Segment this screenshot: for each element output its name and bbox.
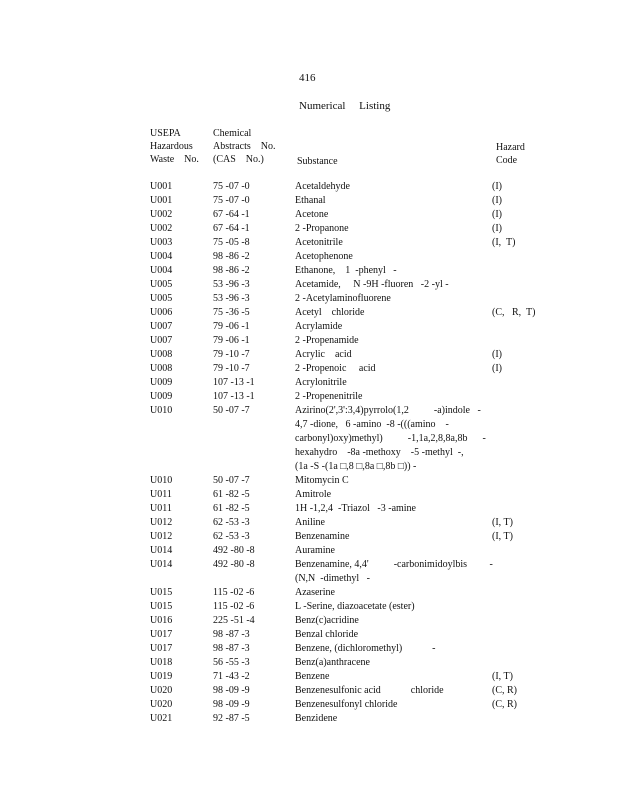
cas-number-cell: 98 -09 -9 — [213, 699, 250, 710]
cas-number-cell: 107 -13 -1 — [213, 391, 255, 402]
hazard-code-cell: (I, T) — [492, 237, 516, 248]
waste-number-cell: U012 — [150, 517, 173, 528]
table-row — [0, 712, 618, 726]
cas-number-cell: 61 -82 -5 — [213, 489, 250, 500]
hazard-code-cell: (C, R) — [492, 699, 517, 710]
substance-cell: Acetyl chloride — [295, 307, 365, 318]
table-row — [0, 614, 618, 628]
table-row — [0, 684, 618, 698]
waste-number-cell: U011 — [150, 503, 172, 514]
table-row — [0, 208, 618, 222]
waste-number-cell: U003 — [150, 237, 173, 248]
table-row — [0, 600, 618, 614]
page-title: Numerical Listing — [299, 100, 391, 112]
table-row — [0, 320, 618, 334]
table-row — [0, 488, 618, 502]
hazard-code-cell: (I) — [492, 209, 502, 220]
cas-number-cell: 98 -87 -3 — [213, 643, 250, 654]
cas-number-cell: 75 -36 -5 — [213, 307, 250, 318]
waste-number-cell: U020 — [150, 699, 173, 710]
substance-cell: Benzenamine, 4,4' -carbonimidoylbis - (N,N -dimethyl - — [295, 559, 493, 584]
substance-cell: 2 -Propenenitrile — [295, 391, 363, 402]
substance-cell: Acetophenone — [295, 251, 353, 262]
table-row — [0, 516, 618, 530]
cas-number-cell: 61 -82 -5 — [213, 503, 250, 514]
table-row — [0, 698, 618, 712]
hazard-code-cell: (C, R, T) — [492, 307, 536, 318]
waste-number-cell: U001 — [150, 181, 173, 192]
substance-cell: Acetonitrile — [295, 237, 343, 248]
cas-number-cell: 98 -86 -2 — [213, 251, 250, 262]
waste-number-cell: U005 — [150, 279, 173, 290]
substance-cell: 2 -Propenoic acid — [295, 363, 376, 374]
waste-number-cell: U004 — [150, 265, 173, 276]
waste-number-cell: U008 — [150, 349, 173, 360]
table-row — [0, 502, 618, 516]
waste-number-cell: U006 — [150, 307, 173, 318]
waste-number-cell: U011 — [150, 489, 172, 500]
substance-cell: L -Serine, diazoacetate (ester) — [295, 601, 415, 612]
cas-number-cell: 92 -87 -5 — [213, 713, 250, 724]
waste-number-cell: U019 — [150, 671, 173, 682]
table-row — [0, 642, 618, 656]
substance-cell: Ethanone, 1 -phenyl - — [295, 265, 397, 276]
table-row — [0, 670, 618, 684]
cas-number-cell: 56 -55 -3 — [213, 657, 250, 668]
substance-cell: Mitomycin C — [295, 475, 349, 486]
table-row — [0, 236, 618, 250]
cas-number-cell: 98 -86 -2 — [213, 265, 250, 276]
cas-number-cell: 115 -02 -6 — [213, 601, 255, 612]
cas-number-cell: 67 -64 -1 — [213, 223, 250, 234]
listing-table — [0, 180, 618, 726]
cas-number-cell: 75 -07 -0 — [213, 195, 250, 206]
table-row — [0, 376, 618, 390]
table-row — [0, 390, 618, 404]
waste-number-cell: U015 — [150, 601, 173, 612]
substance-cell: Amitrole — [295, 489, 332, 500]
substance-cell: Benzene — [295, 671, 330, 682]
substance-cell: Acrylic acid — [295, 349, 352, 360]
waste-number-cell: U010 — [150, 405, 173, 416]
waste-number-cell: U021 — [150, 713, 173, 724]
waste-number-cell: U004 — [150, 251, 173, 262]
table-row — [0, 222, 618, 236]
hazard-code-cell: (I, T) — [492, 531, 513, 542]
substance-cell: Ethanal — [295, 195, 326, 206]
table-row — [0, 558, 618, 586]
cas-number-cell: 79 -06 -1 — [213, 335, 250, 346]
cas-number-cell: 225 -51 -4 — [213, 615, 255, 626]
substance-cell: 2 -Propanone — [295, 223, 349, 234]
substance-cell: Benzenamine — [295, 531, 350, 542]
table-row — [0, 474, 618, 488]
header-hazard-code: Hazard Code — [496, 142, 525, 166]
cas-number-cell: 75 -07 -0 — [213, 181, 250, 192]
waste-number-cell: U001 — [150, 195, 173, 206]
substance-cell: Benz(c)acridine — [295, 615, 359, 626]
table-row — [0, 264, 618, 278]
hazard-code-cell: (I) — [492, 181, 502, 192]
waste-number-cell: U018 — [150, 657, 173, 668]
hazard-code-cell: (C, R) — [492, 685, 517, 696]
substance-cell: 2 -Propenamide — [295, 335, 359, 346]
cas-number-cell: 79 -06 -1 — [213, 321, 250, 332]
table-row — [0, 180, 618, 194]
cas-number-cell: 62 -53 -3 — [213, 531, 250, 542]
cas-number-cell: 62 -53 -3 — [213, 517, 250, 528]
substance-cell: Benzal chloride — [295, 629, 359, 640]
cas-number-cell: 75 -05 -8 — [213, 237, 250, 248]
hazard-code-cell: (I) — [492, 195, 502, 206]
cas-number-cell: 107 -13 -1 — [213, 377, 255, 388]
table-row — [0, 194, 618, 208]
waste-number-cell: U014 — [150, 545, 173, 556]
substance-cell: Benzenesulfonic acid chloride — [295, 685, 444, 696]
substance-cell: Benz(a)anthracene — [295, 657, 370, 668]
waste-number-cell: U017 — [150, 643, 173, 654]
cas-number-cell: 53 -96 -3 — [213, 279, 250, 290]
waste-number-cell: U009 — [150, 391, 173, 402]
header-substance: Substance — [297, 156, 338, 167]
waste-number-cell: U005 — [150, 293, 173, 304]
substance-cell: Acetone — [295, 209, 329, 220]
substance-cell: Benzidene — [295, 713, 338, 724]
substance-cell: Azaserine — [295, 587, 335, 598]
cas-number-cell: 492 -80 -8 — [213, 559, 255, 570]
cas-number-cell: 98 -09 -9 — [213, 685, 250, 696]
table-row — [0, 348, 618, 362]
waste-number-cell: U007 — [150, 321, 173, 332]
waste-number-cell: U015 — [150, 587, 173, 598]
substance-cell: 1H -1,2,4 -Triazol -3 -amine — [295, 503, 416, 514]
substance-cell: Acetaldehyde — [295, 181, 350, 192]
table-row — [0, 306, 618, 320]
hazard-code-cell: (I) — [492, 223, 502, 234]
waste-number-cell: U007 — [150, 335, 173, 346]
header-cas-number: Chemical Abstracts No. (CAS No.) — [213, 128, 276, 165]
substance-cell: Azirino(2',3':3,4)pyrrolo(1,2 -a)indole - 4,7 -dione, 6 -amino -8 -(((amino - carbonyl)oxy)methyl) -1,1a,2,8,8a,8b - hexahydro -8a -methoxy -5 -methyl -, (1a -S -(1a □,8 □,8a □,8b □)) - — [295, 405, 486, 472]
waste-number-cell: U017 — [150, 629, 173, 640]
waste-number-cell: U002 — [150, 209, 173, 220]
substance-cell: Benzenesulfonyl chloride — [295, 699, 398, 710]
cas-number-cell: 79 -10 -7 — [213, 363, 250, 374]
substance-cell: Benzene, (dichloromethyl) - — [295, 643, 436, 654]
table-row — [0, 334, 618, 348]
cas-number-cell: 71 -43 -2 — [213, 671, 250, 682]
substance-cell: Acetamide, N -9H -fluoren -2 -yl - — [295, 279, 449, 290]
table-row — [0, 362, 618, 376]
hazard-code-cell: (I) — [492, 363, 502, 374]
substance-cell: 2 -Acetylaminofluorene — [295, 293, 391, 304]
cas-number-cell: 79 -10 -7 — [213, 349, 250, 360]
waste-number-cell: U020 — [150, 685, 173, 696]
substance-cell: Auramine — [295, 545, 335, 556]
cas-number-cell: 50 -07 -7 — [213, 475, 250, 486]
substance-cell: Aniline — [295, 517, 325, 528]
substance-cell: Acrylamide — [295, 321, 343, 332]
waste-number-cell: U014 — [150, 559, 173, 570]
table-row — [0, 586, 618, 600]
waste-number-cell: U009 — [150, 377, 173, 388]
substance-cell: Acrylonitrile — [295, 377, 347, 388]
header-waste-number: USEPA Hazardous Waste No. — [150, 128, 199, 165]
waste-number-cell: U010 — [150, 475, 173, 486]
waste-number-cell: U016 — [150, 615, 173, 626]
waste-number-cell: U012 — [150, 531, 173, 542]
cas-number-cell: 50 -07 -7 — [213, 405, 250, 416]
hazard-code-cell: (I, T) — [492, 671, 513, 682]
waste-number-cell: U008 — [150, 363, 173, 374]
table-row — [0, 628, 618, 642]
waste-number-cell: U002 — [150, 223, 173, 234]
table-row — [0, 278, 618, 292]
table-row — [0, 292, 618, 306]
page-number: 416 — [299, 72, 316, 84]
table-row — [0, 656, 618, 670]
cas-number-cell: 67 -64 -1 — [213, 209, 250, 220]
cas-number-cell: 115 -02 -6 — [213, 587, 255, 598]
hazard-code-cell: (I) — [492, 349, 502, 360]
table-row — [0, 404, 618, 474]
cas-number-cell: 492 -80 -8 — [213, 545, 255, 556]
hazard-code-cell: (I, T) — [492, 517, 513, 528]
table-row — [0, 544, 618, 558]
table-row — [0, 530, 618, 544]
cas-number-cell: 53 -96 -3 — [213, 293, 250, 304]
table-row — [0, 250, 618, 264]
cas-number-cell: 98 -87 -3 — [213, 629, 250, 640]
